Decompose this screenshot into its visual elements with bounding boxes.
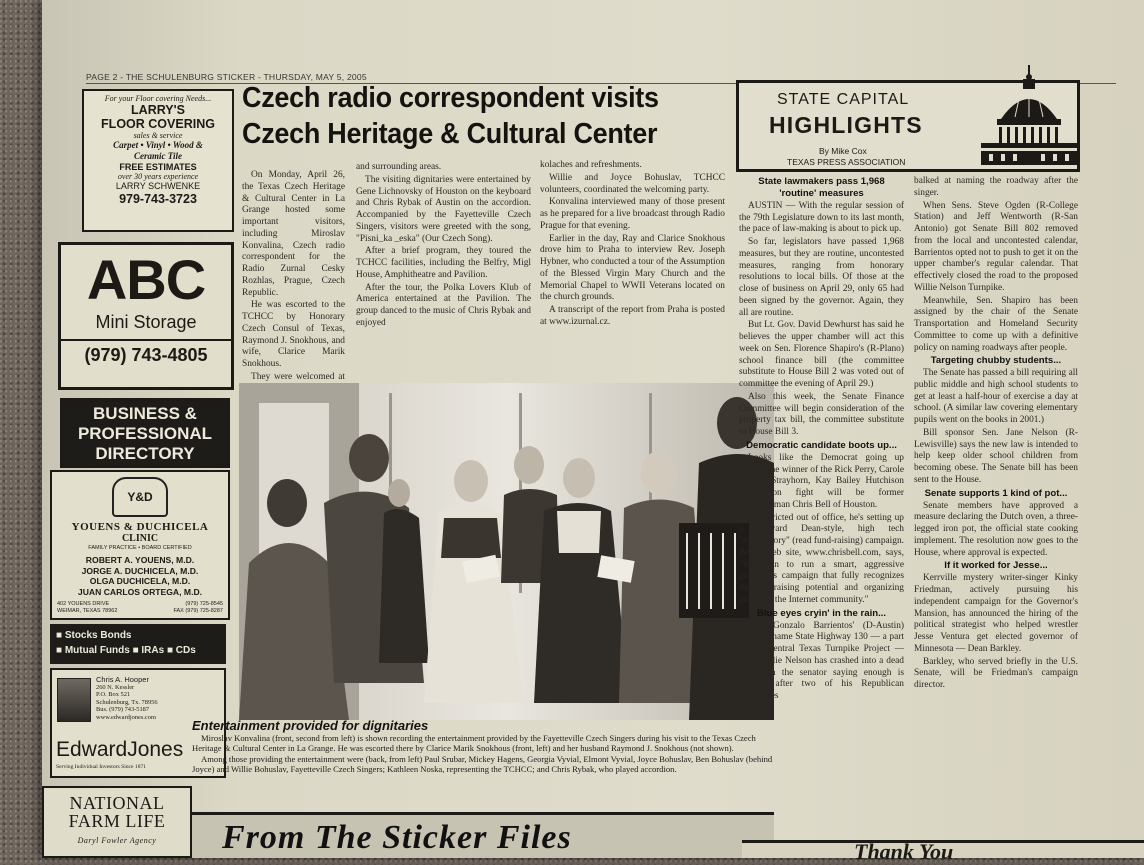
ad-services: sales & service (133, 131, 183, 140)
abc-subtitle: Mini Storage (95, 312, 197, 332)
column-paragraph: Bill sponsor Sen. Jane Nelson (R-Lewisville) says the new law is intended to help keep older school children from becoming obese. The Senate bill has been sent to the House. (914, 427, 1078, 485)
clinic-name: YOUENS & DUCHICELA (71, 521, 209, 533)
column-kicker: STATE CAPITAL (777, 91, 910, 108)
business-directory-banner (60, 398, 230, 468)
farm-agency: Daryl Fowler Agency (77, 836, 157, 845)
section-subhead: State lawmakers pass 1,968 'routine' measures (758, 176, 885, 199)
advisor-phone: Bus. (979) 743-5187 (96, 706, 150, 714)
farm-line-2: FARM LIFE (68, 811, 166, 831)
section-subhead: Targeting chubby students... (930, 355, 1062, 367)
column-paragraph: AUSTIN — With the regular session of the 79th Legislature down to its last month, the pace of law-making is about to pick up. (739, 200, 904, 235)
column-paragraph: Barkley, who served briefly in the U.S. Senate, will be Friedman's campaign director. (914, 656, 1078, 691)
ad-stocks-strip (50, 624, 226, 664)
sticker-files-banner (192, 812, 774, 858)
advisor-info (96, 676, 226, 722)
ad-products-2: Ceramic Tile (134, 151, 182, 161)
ad-phone: 979-743-3723 (119, 192, 197, 206)
column-paragraph: Sen. Gonzalo Barrientos' (D-Austin) effort to name State Highway 130 — a part of the Central Texas Turnpike Project — after Willie Nelson has crashed into a dead end with the senator saying enough is enough after two of his Republican colleagues (739, 620, 904, 702)
page-folio: PAGE 2 - THE SCHULENBURG STICKER - THURSDAY, MAY 5, 2005 (86, 72, 367, 82)
article-paragraph: Konvalina interviewed many of those present as he prepared for a live broadcast through Radio Prague for that evening. (540, 197, 725, 231)
section-subhead: Blue eyes cryin' in the rain... (756, 607, 887, 619)
section-subhead: Democratic candidate boots up... (746, 439, 897, 451)
edward-jones-tagline: Serving Individual Investors Since 1871 (56, 764, 147, 770)
headline-line-1: Czech radio correspondent visits (242, 82, 659, 114)
clinic-doctor: JORGE A. DUCHICELA, M.D. (81, 565, 199, 576)
article-paragraph: and surrounding areas. (356, 162, 442, 172)
clinic-tagline: FAMILY PRACTICE • BOARD CERTIFIED (88, 545, 192, 551)
article-paragraph: He was escorted to the TCHCC by Honorary Czech Consul of Texas, Raymond J. Snokhous, and wife, Clarice Marik Snokhous. (242, 300, 345, 369)
column-paragraph: Senate members have approved a measure declaring the Dutch oven, a three-legged iron pot, the official state cooking implement. The resolution now goes to the House, where approval is expected. (914, 500, 1078, 558)
clinic-address-2: WEIMAR, TEXAS 78962 (57, 608, 118, 614)
edward-jones-logo: EdwardJones (56, 738, 184, 761)
capitol-dome-icon (979, 59, 1079, 171)
article-headline (242, 80, 707, 152)
column-paragraph: balked at naming the roadway after the singer. (914, 176, 1078, 198)
newspaper-page (42, 0, 1144, 864)
caption-paragraph: Among those providing the entertainment were (back, from left) Paul Srubar, Mickey Hagens, Georgia Vyvial, Elmont Vyvial, Joyce Bohuslav, Ben Bohuslav (behind Joyce) and Willie Bohuslav, Fayetteville Czech Singers; Kathleen Noska, representing the TCHCC; and Chris Rybak, who played accordion. (192, 753, 773, 775)
ad-name-2: FLOOR COVERING (101, 117, 215, 131)
state-capital-column-2 (914, 176, 1078, 840)
column-title: HIGHLIGHTS (769, 112, 923, 138)
article-paragraph: On Monday, April 26, the Texas Czech Heritage & Cultural Center in La Grange hosted some important visitors, including Miroslav Konvalina, Czech radio correspondent for the Radio Zurnal Cesky Rozhlas, Prague, Czech Republic. (242, 170, 345, 298)
advisor-name: Chris A. Hooper (96, 675, 149, 684)
column-paragraph: Also this week, the Senate Finance Committee will begin consideration of the property tax bill, the committee substitute to House Bill 3. (739, 391, 904, 438)
abc-phone: (979) 743-4805 (61, 339, 231, 369)
photo-caption-title: Entertainment provided for dignitaries (192, 718, 429, 733)
column-paragraph: Kerrville mystery writer-singer Kinky Friedman, actively pursuing his independent campaign for the Governor's Mansion, has announced the hiring of the political strategist who helped wrestler Jesse Ventura get elected governor of Minnesota — Dean Barkley. (914, 573, 1078, 654)
column-paragraph: When Sens. Steve Ogden (R-College Station) and Jeff Wentworth (R-San Antonio) got Senate Bill 802 removed from the local and uncontested calendar, Barrientos opted not to push to get it on the upper chamber's regular calendar. That effectively closed the road to the proposed Willie Nelson Turnpike. (914, 200, 1078, 293)
article-paragraph: kolaches and refreshments. (540, 160, 642, 170)
clinic-address-block (52, 597, 228, 615)
ad-intro: For your Floor covering Needs... (104, 94, 212, 103)
column-paragraph: The Senate has passed a bill requiring all public middle and high school students to get at least a half-hour of exercise a day at school. (A similar law covering elementary pupils went on the books in 2001.) (914, 368, 1078, 426)
column-paragraph: So far, legislators have passed 1,968 measures, but they are routine, uncontested measures, ranging from honorary resolutions to local bills. Of those at the close of business on April 29, only 65 had been signed by the governor. Again, they all are routine. (739, 237, 904, 318)
clinic-logo: Y&D (112, 477, 168, 517)
advisor-portrait (57, 678, 91, 722)
ad-larrys-floor-covering (82, 89, 234, 232)
clinic-fax: FAX (979) 725-8287 (173, 608, 223, 614)
stocks-line-2: ■ Mutual Funds ■ IRAs ■ CDs (56, 645, 196, 656)
advisor-address: 260 N. Kessler (96, 683, 135, 691)
thank-you-title: Thank You (854, 839, 954, 864)
advisor-web: www.edwardjones.com (96, 713, 156, 721)
article-column-2 (356, 162, 531, 380)
column-paragraph: But Lt. Gov. David Dewhurst has said he believes the upper chamber will act this week on Sen. Florence Shapiro's (R-Plano) school finance bill (the committee substitute to House Bill 2 was voted out of committee the evening of April 29.) (739, 320, 904, 390)
stocks-line-1: ■ Stocks Bonds (56, 630, 132, 641)
ad-national-farm-life (42, 786, 192, 858)
clinic-address-1: 402 YOUENS DRIVE (57, 601, 110, 607)
ad-name-1: LARRY'S (131, 103, 185, 117)
ad-products-1: Carpet • Vinyl • Wood & (113, 140, 203, 150)
state-capital-header (736, 80, 1080, 172)
section-subhead: If it worked for Jesse... (944, 560, 1048, 572)
ad-experience: over 30 years experience (117, 172, 199, 181)
article-column-1 (242, 170, 345, 380)
clinic-doctor: OLGA DUCHICELA, M.D. (89, 576, 191, 586)
article-paragraph: The visiting dignitaries were entertained by Gene Lichnovsky of Houston on the keyboard and Chris Rybak of Austin on the accordion. Accompanied by the Fayetteville Czech Singers, visitors were greeted with the song, "Pisni_ka _eska" (Our Czech Song). (356, 174, 531, 244)
state-capital-column-1 (739, 176, 904, 840)
sticker-files-title: From The Sticker Files (222, 819, 572, 856)
clinic-doctor: JUAN CARLOS ORTEGA, M.D. (77, 586, 203, 597)
advisor-city: Schulenburg, Tx. 78956 (96, 698, 158, 706)
column-paragraph: Redistricted out of office, he's setting up a Howard Dean-style, high tech "exploratory" (read fund-raising) campaign. Bell's Web site, www.chrisbell.com, says, "We plan to run a smart, aggressive grassroots campaign that fully recognizes the fundraising potential and organizing power of the Internet community." (739, 512, 904, 605)
thank-you-banner (742, 839, 1144, 864)
article-paragraph: Willie and Joyce Bohuslav, TCHCC volunteers, coordinated the welcoming party. (540, 172, 725, 195)
directory-line-1: BUSINESS & (93, 404, 197, 423)
article-paragraph: Earlier in the day, Ray and Clarice Snokhous drove him to Praha to interview Rev. Joseph Hybner, who conducted a tour of the Assumption of the Blessed Virgin Mary Church and the Memorial Chapel to WWII Veterans located on the church grounds. (540, 233, 725, 303)
clinic-doctor: ROBERT A. YOUENS, M.D. (85, 555, 195, 565)
article-paragraph: A transcript of the report from Praha is posted at www.izurnal.cz. (540, 305, 725, 327)
headline-line-2: Czech Heritage & Cultural Center (242, 118, 658, 150)
article-column-3 (540, 160, 725, 382)
article-paragraph: After a brief program, they toured the TCHCC facilities, including the Belfry, Migl House, Amphitheatre and Pavilion. (356, 246, 531, 280)
directory-line-2: PROFESSIONAL (77, 424, 213, 443)
directory-line-3: DIRECTORY (95, 444, 195, 463)
section-subhead: Senate supports 1 kind of pot... (924, 487, 1068, 499)
article-paragraph: They were welcomed at (251, 371, 345, 382)
caption-paragraph: Miroslav Konvalina (front, second from left) is shown recording the entertainment provided by the Fayetteville Czech Singers during his visit to the Texas Czech Heritage & Cultural Center in La Grange. He was escorted there by Clarice Marik Snokhous (front, left) and her husband Raymond J. Snokhous (not shown). (192, 733, 756, 754)
clinic-doctors (52, 555, 228, 597)
advisor-po-box: P.O. Box 521 (96, 691, 131, 699)
abc-logo: ABC (86, 248, 206, 311)
column-agency: TEXAS PRESS ASSOCIATION (787, 157, 906, 167)
ad-abc-mini-storage (58, 242, 234, 390)
clinic-name-2: CLINIC (121, 533, 159, 544)
article-paragraph: After the tour, the Polka Lovers Klub of America entertained at the Pavilion. The group danced to the music of Chris Rybak and enjoyed (356, 282, 531, 328)
column-byline: By Mike Cox (819, 146, 867, 156)
clinic-phone: (979) 725-8545 (185, 601, 223, 607)
singers-photo (239, 383, 774, 720)
ad-estimates: FREE ESTIMATES (119, 162, 197, 172)
ad-owner: LARRY SCHWENKE (115, 181, 201, 191)
column-paragraph: Meanwhile, Sen. Shapiro has been assigned by the chair of the Senate Transportation and Homeland Security Committee to come up with a definitive policy on naming roadways after people. (914, 295, 1078, 353)
column-paragraph: Looks like the Democrat going up against the winner of the Rick Perry, Carole Keeton Strayhorn, Kay Bailey Hutchison nomination fight will be former Congressman Chris Bell of Houston. (739, 452, 904, 510)
farm-line-1: NATIONAL (69, 793, 165, 813)
photo-caption (192, 733, 774, 775)
ad-youens-duchicela-clinic (50, 470, 230, 620)
